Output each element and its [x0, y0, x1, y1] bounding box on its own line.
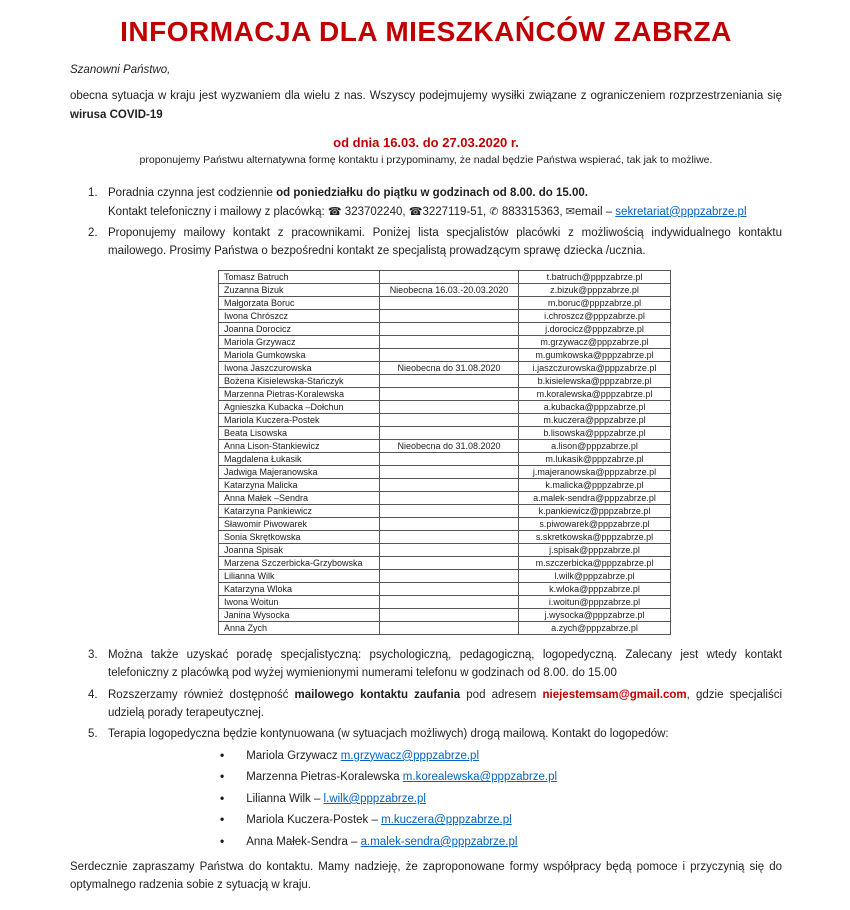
staff-name-cell: Anna Lison-Stankiewicz — [219, 439, 380, 452]
staff-email-cell: a.zych@pppzabrze.pl — [519, 621, 671, 634]
list-item-5 — [70, 725, 782, 743]
staff-name-cell: Jadwiga Majeranowska — [219, 465, 380, 478]
absence-note-cell — [380, 400, 519, 413]
staff-email-cell: k.wloka@pppzabrze.pl — [519, 582, 671, 595]
table-row — [219, 309, 671, 322]
staff-name-cell: Zuzanna Bizuk — [219, 283, 380, 296]
absence-note-cell — [380, 608, 519, 621]
list-item-1 — [70, 184, 782, 221]
logopedist-email-link[interactable]: m.kuczera@pppzabrze.pl — [381, 814, 512, 827]
staff-name-cell: Janina Wysocka — [219, 608, 380, 621]
staff-contact-table — [218, 270, 671, 635]
item-number: 2. — [88, 227, 98, 240]
table-row — [219, 283, 671, 296]
table-row — [219, 556, 671, 569]
table-row — [219, 452, 671, 465]
secretariat-email-link[interactable]: sekretariat@pppzabrze.pl — [615, 205, 747, 218]
staff-name-cell: Iwona Chrószcz — [219, 309, 380, 322]
absence-note-cell — [380, 569, 519, 582]
table-row — [219, 543, 671, 556]
staff-name-cell: Marzenna Pietras-Koralewska — [219, 387, 380, 400]
absence-note-cell — [380, 478, 519, 491]
absence-note-cell — [380, 556, 519, 569]
list-item-3 — [70, 646, 782, 683]
logopedist-list-item — [220, 813, 782, 827]
phone-icon: ☎ — [408, 204, 423, 218]
table-row — [219, 608, 671, 621]
trust-email-text: niejestemsam@gmail.com — [542, 688, 687, 701]
absence-note-cell — [380, 582, 519, 595]
table-row — [219, 582, 671, 595]
table-row — [219, 400, 671, 413]
staff-email-cell: k.pankiewicz@pppzabrze.pl — [519, 504, 671, 517]
intro-text: obecna sytuacja w kraju jest wyzwaniem dla wielu z nas. Wszyscy podejmujemy wysiłki związane z ograniczeniem rozprzestrzeniania się — [70, 90, 782, 102]
staff-email-cell: m.koralewska@pppzabrze.pl — [519, 387, 671, 400]
absence-note-cell — [380, 426, 519, 439]
table-row — [219, 413, 671, 426]
staff-name-cell: Katarzyna Pankiewicz — [219, 504, 380, 517]
staff-name-cell: Joanna Spisak — [219, 543, 380, 556]
item-5-text: Terapia logopedyczna będzie kontynuowana (w sytuacjach możliwych) drogą mailową. Kontakt do logopedów: — [108, 728, 669, 741]
list-item-4 — [70, 686, 782, 723]
table-row — [219, 361, 671, 374]
staff-name-cell: Mariola Gumkowska — [219, 348, 380, 361]
staff-name-cell: Sonia Skrętkowska — [219, 530, 380, 543]
table-row — [219, 491, 671, 504]
page-title: INFORMACJA DLA MIESZKAŃCÓW ZABRZA — [120, 16, 732, 47]
staff-email-cell: a.malek-sendra@pppzabrze.pl — [519, 491, 671, 504]
staff-email-cell: a.lison@pppzabrze.pl — [519, 439, 671, 452]
table-row — [219, 517, 671, 530]
staff-name-cell: Joanna Dorocicz — [219, 322, 380, 335]
opening-hours-bold: od poniedziałku do piątku w godzinach od 8.00. do 15.00. — [276, 187, 588, 200]
staff-name-cell: Iwona Jaszczurowska — [219, 361, 380, 374]
logopedist-name: Anna Małek-Sendra – — [246, 835, 361, 848]
item-number: 1. — [88, 187, 98, 200]
absence-note-cell — [380, 322, 519, 335]
absence-note-cell — [380, 621, 519, 634]
item-1-text — [108, 184, 782, 221]
staff-email-cell: i.chroszcz@pppzabrze.pl — [519, 309, 671, 322]
table-row — [219, 439, 671, 452]
intro-paragraph — [70, 87, 782, 124]
table-row — [219, 426, 671, 439]
staff-email-cell: a.kubacka@pppzabrze.pl — [519, 400, 671, 413]
logopedist-name: Mariola Grzywacz — [246, 749, 341, 762]
staff-name-cell: Anna Zych — [219, 621, 380, 634]
staff-name-cell: Katarzyna Wloka — [219, 582, 380, 595]
phone-number-2: 3227119-51, — [422, 205, 487, 218]
absence-note-cell: Nieobecna 16.03.-20.03.2020 — [380, 283, 519, 296]
logopedist-list-item — [220, 792, 782, 806]
absence-note-cell — [380, 595, 519, 608]
staff-email-cell: m.szczerbicka@pppzabrze.pl — [519, 556, 671, 569]
table-row — [219, 348, 671, 361]
absence-note-cell: Nieobecna do 31.08.2020 — [380, 439, 519, 452]
absence-note-cell — [380, 543, 519, 556]
table-row — [219, 621, 671, 634]
logopedist-email-link[interactable]: m.korealewska@pppzabrze.pl — [402, 771, 558, 784]
staff-email-cell: m.kuczera@pppzabrze.pl — [519, 413, 671, 426]
logopedist-list-item — [220, 749, 782, 763]
staff-email-cell: m.gumkowska@pppzabrze.pl — [519, 348, 671, 361]
logopedist-list — [70, 749, 782, 849]
staff-email-cell: j.majeranowska@pppzabrze.pl — [519, 465, 671, 478]
opening-hours-text: Poradnia czynna jest codziennie — [108, 187, 277, 200]
table-row — [219, 296, 671, 309]
logopedist-email-link[interactable]: m.grzywacz@pppzabrze.pl — [340, 749, 480, 762]
staff-email-cell: i.jaszczurowska@pppzabrze.pl — [519, 361, 671, 374]
phone-number-1: 323702240, — [344, 205, 406, 218]
absence-note-cell — [380, 348, 519, 361]
staff-email-cell: k.malicka@pppzabrze.pl — [519, 478, 671, 491]
table-row — [219, 387, 671, 400]
item-number: 5. — [88, 728, 98, 741]
staff-name-cell: Magdalena Łukasik — [219, 452, 380, 465]
staff-name-cell: Beata Lisowska — [219, 426, 380, 439]
absence-note-cell — [380, 309, 519, 322]
logopedist-list-item — [220, 770, 782, 784]
subtitle-line: proponujemy Państwu alternatywna formę kontaktu i przypominamy, że nadal będzie Państwa wspierać, tak jak to możliwe. — [139, 154, 713, 167]
email-label: email – — [575, 205, 616, 218]
table-row — [219, 335, 671, 348]
staff-name-cell: Bożena Kisielewska-Stańczyk — [219, 374, 380, 387]
staff-email-cell: l.wilk@pppzabrze.pl — [519, 569, 671, 582]
table-row — [219, 504, 671, 517]
staff-email-cell: j.spisak@pppzabrze.pl — [519, 543, 671, 556]
logopedist-email-link[interactable]: a.malek-sendra@pppzabrze.pl — [360, 835, 518, 848]
staff-name-cell: Agnieszka Kubacka –Dołchun — [219, 400, 380, 413]
staff-email-cell: s.skretkowska@pppzabrze.pl — [519, 530, 671, 543]
staff-name-cell: Mariola Grzywacz — [219, 335, 380, 348]
staff-name-cell: Tomasz Batruch — [219, 270, 380, 283]
logopedist-name: Marzenna Pietras-Koralewska — [246, 771, 403, 784]
item-number: 3. — [88, 648, 98, 661]
table-row — [219, 465, 671, 478]
absence-note-cell — [380, 387, 519, 400]
item-4-t3: pod adresem — [460, 688, 543, 701]
closing-paragraph: Serdecznie zapraszamy Państwa do kontaktu. Mamy nadzieję, że zaproponowane formy współpracy będą pomoce i przyczynią się do optymalnego radzenia sobie z sytuacją w kraju. — [70, 860, 782, 892]
staff-email-cell: b.kisielewska@pppzabrze.pl — [519, 374, 671, 387]
staff-name-cell: Lilianna Wilk — [219, 569, 380, 582]
staff-email-cell: i.woitun@pppzabrze.pl — [519, 595, 671, 608]
absence-note-cell — [380, 491, 519, 504]
staff-email-cell: m.lukasik@pppzabrze.pl — [519, 452, 671, 465]
staff-name-cell: Mariola Kuczera-Postek — [219, 413, 380, 426]
phone-icon: ☎ — [327, 204, 342, 218]
date-range-line: od dnia 16.03. do 27.03.2020 r. — [333, 135, 519, 151]
item-4-t5: , gdzie specjaliści udzielą porady terapeutycznej. — [108, 688, 783, 719]
table-row — [219, 374, 671, 387]
absence-note-cell — [380, 504, 519, 517]
absence-note-cell — [380, 270, 519, 283]
contact-line-prefix: Kontakt telefoniczny i mailowy z placówką: — [108, 205, 328, 218]
logopedist-list-item — [220, 835, 782, 849]
greeting: Szanowni Państwo, — [70, 64, 171, 76]
staff-name-cell: Małgorzata Boruc — [219, 296, 380, 309]
item-4-t1: Rozszerzamy również dostępność — [108, 688, 295, 701]
table-row — [219, 478, 671, 491]
staff-email-cell: t.batruch@pppzabrze.pl — [519, 270, 671, 283]
staff-name-cell: Katarzyna Malicka — [219, 478, 380, 491]
table-row — [219, 595, 671, 608]
staff-name-cell: Iwona Woitun — [219, 595, 380, 608]
staff-email-cell: z.bizuk@pppzabrze.pl — [519, 283, 671, 296]
item-number: 4. — [88, 688, 98, 701]
trust-contact-bold: mailowego kontaktu zaufania — [294, 688, 461, 701]
staff-email-cell: j.dorocicz@pppzabrze.pl — [519, 322, 671, 335]
envelope-icon: ✉ — [565, 204, 576, 218]
table-row — [219, 322, 671, 335]
absence-note-cell: Nieobecna do 31.08.2020 — [380, 361, 519, 374]
absence-note-cell — [380, 374, 519, 387]
table-row — [219, 530, 671, 543]
logopedist-name: Lilianna Wilk – — [246, 792, 324, 805]
absence-note-cell — [380, 296, 519, 309]
table-row — [219, 270, 671, 283]
staff-email-cell: m.grzywacz@pppzabrze.pl — [519, 335, 671, 348]
absence-note-cell — [380, 413, 519, 426]
covid-bold-text: wirusa COVID-19 — [70, 108, 163, 121]
staff-email-cell: s.piwowarek@pppzabrze.pl — [519, 517, 671, 530]
logopedist-email-link[interactable]: l.wilk@pppzabrze.pl — [323, 792, 426, 805]
item-2-text: Proponujemy mailowy kontakt z pracownikami. Poniżej lista specjalistów placówki z możliwością indywidualnego kontaktu mailowego. Prosimy Państwa o bezpośredni kontakt ze specjalistą prowadzącym sprawę dziecka /ucznia. — [108, 227, 782, 258]
logopedist-name: Mariola Kuczera-Postek – — [246, 814, 382, 827]
staff-email-cell: j.wysocka@pppzabrze.pl — [519, 608, 671, 621]
item-3-text: Można także uzyskać poradę specjalistyczną: psychologiczną, pedagogiczną, logopedyczną. Zalecany jest wtedy kontakt telefoniczny z placówką pod wyżej wymienionymi numerami telefonu w godzinach od 8.00. do 15.00 — [108, 648, 782, 680]
staff-table-body — [219, 270, 671, 634]
table-row — [219, 569, 671, 582]
staff-name-cell: Marzena Szczerbicka-Grzybowska — [219, 556, 380, 569]
list-item-2 — [70, 224, 782, 261]
staff-name-cell: Sławomir Piwowarek — [219, 517, 380, 530]
absence-note-cell — [380, 530, 519, 543]
item-4-text — [108, 686, 782, 723]
absence-note-cell — [380, 335, 519, 348]
phone-number-3: 883315363, — [501, 205, 563, 218]
absence-note-cell — [380, 465, 519, 478]
staff-email-cell: b.lisowska@pppzabrze.pl — [519, 426, 671, 439]
absence-note-cell — [380, 452, 519, 465]
absence-note-cell — [380, 517, 519, 530]
staff-name-cell: Anna Małek –Sendra — [219, 491, 380, 504]
mobile-phone-icon: ✆ — [489, 204, 499, 218]
staff-email-cell: m.boruc@pppzabrze.pl — [519, 296, 671, 309]
